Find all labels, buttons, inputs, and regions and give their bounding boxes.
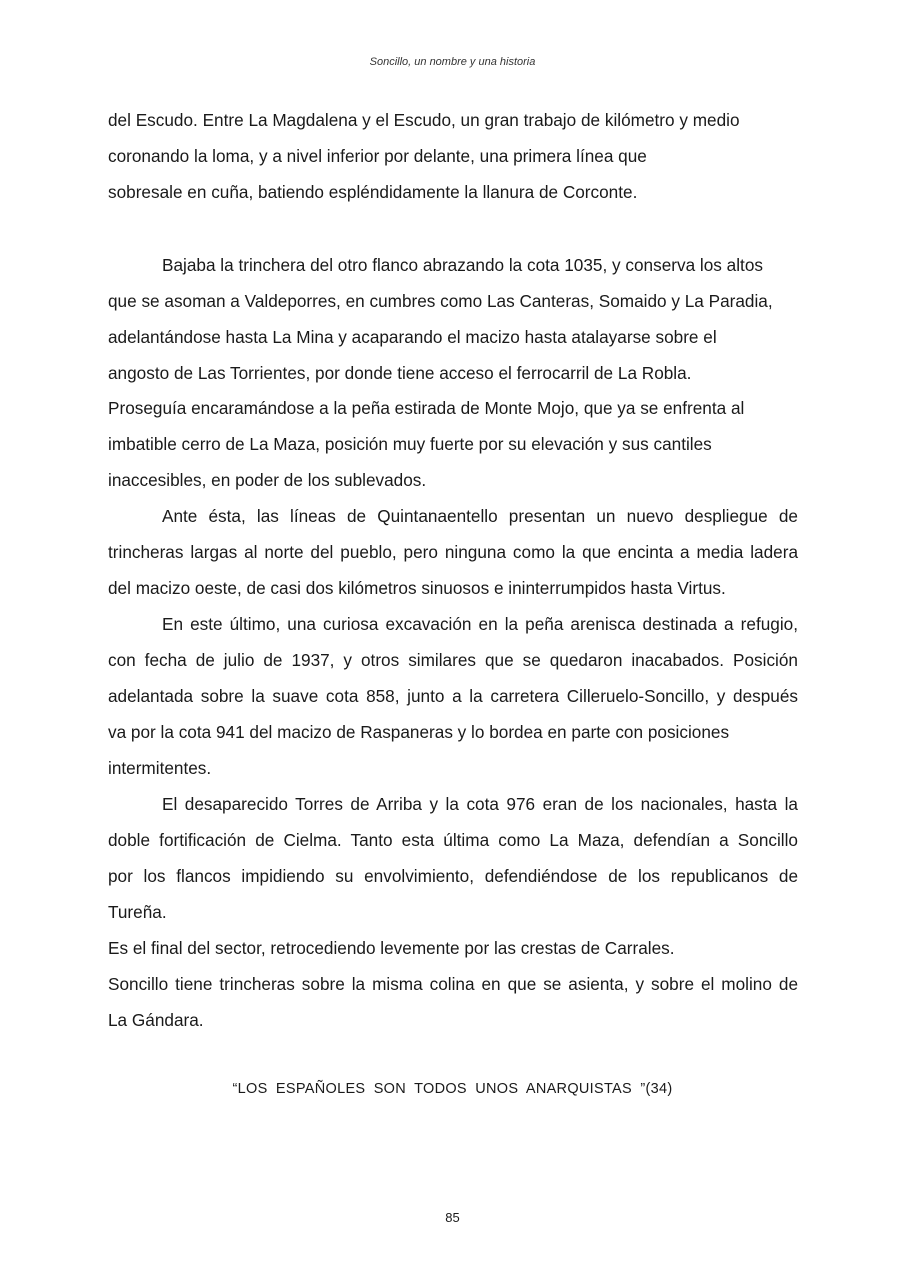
text-line: va por la cota 941 del macizo de Raspaneras y lo bordea en parte con posiciones [108,722,730,742]
text-line: imbatible cerro de La Maza, posición muy fuerte por su elevación y sus cantiles [108,434,712,454]
text-line: del Escudo. Entre La Magdalena y el Escudo, un gran trabajo de kilómetro y medio [108,110,740,130]
section-quote: “LOS ESPAÑOLES SON TODOS UNOS ANARQUISTAS ”(34) [232,1081,673,1097]
text-line: con fecha de julio de 1937, y otros similares que se quedaron inacabados. Posición [108,650,798,670]
running-header: Soncillo, un nombre y una historia [369,56,536,68]
text-line: doble fortificación de Cielma. Tanto esta última como La Maza, defendían a Soncillo [108,830,798,850]
text-line: por los flancos impidiendo su envolvimiento, defendiéndose de los republicanos de [108,866,798,886]
text-line: Ante ésta, las líneas de Quintanaentello presentan un nuevo despliegue de [162,506,798,526]
text-line: Es el final del sector, retrocediendo levemente por las crestas de Carrales. [108,938,675,958]
text-line: del macizo oeste, de casi dos kilómetros sinuosos e ininterrumpidos hasta Virtus. [108,578,726,598]
text-line: Soncillo tiene trincheras sobre la misma colina en que se asienta, y sobre el molino de [108,974,798,994]
text-line: trincheras largas al norte del pueblo, pero ninguna como la que encinta a media ladera [108,542,798,562]
text-line: intermitentes. [108,758,212,778]
text-line: La Gándara. [108,1010,204,1030]
text-line: Tureña. [108,902,167,922]
text-line: coronando la loma, y a nivel inferior por delante, una primera línea que [108,146,647,166]
text-line: angosto de Las Torrientes, por donde tiene acceso el ferrocarril de La Robla. [108,363,692,383]
text-line: En este último, una curiosa excavación en la peña arenisca destinada a refugio, [162,614,798,634]
text-line: Proseguía encaramándose a la peña estirada de Monte Mojo, que ya se enfrenta al [108,398,745,418]
text-line: El desaparecido Torres de Arriba y la cota 976 eran de los nacionales, hasta la [162,794,798,814]
text-line: adelantada sobre la suave cota 858, junto a la carretera Cilleruelo-Soncillo, y después [108,686,798,706]
page-number: 85 [445,1210,460,1225]
text-line: inaccesibles, en poder de los sublevados. [108,470,427,490]
text-line: sobresale en cuña, batiendo espléndidamente la llanura de Corconte. [108,182,638,202]
text-line: que se asoman a Valdeporres, en cumbres como Las Canteras, Somaido y La Paradia, [108,291,773,311]
text-line: adelantándose hasta La Mina y acaparando el macizo hasta atalayarse sobre el [108,327,717,347]
text-line: Bajaba la trinchera del otro flanco abrazando la cota 1035, y conserva los altos [162,255,763,275]
